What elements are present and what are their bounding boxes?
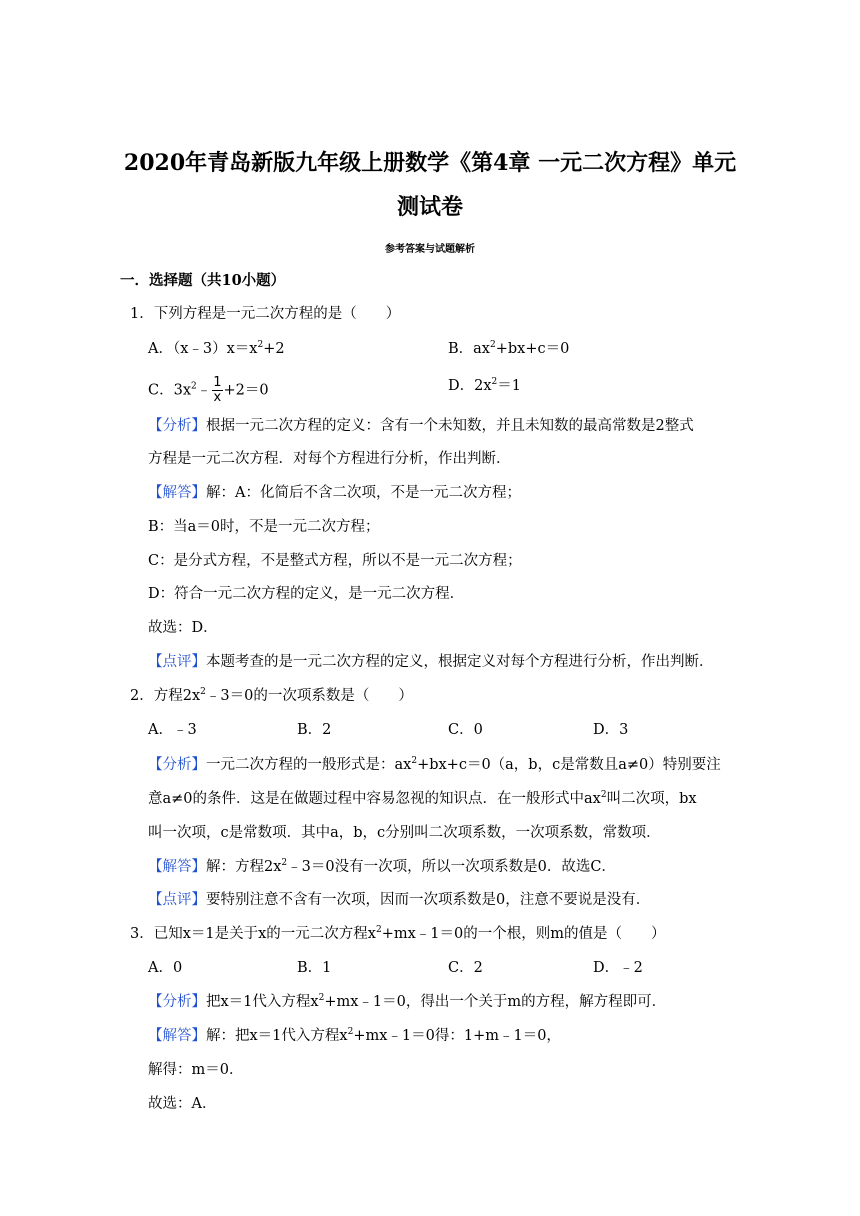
q1-option-c: C．$3x^2﹣$ $\frac{1}{x}$ +2＝0 xyxy=(148,375,269,405)
q3-solution-line1: 【解答】解：把x＝1代入方程$x^2+mx﹣1=0$得：1+m﹣1＝0， xyxy=(148,1027,561,1044)
analysis-tag: 【分析】 xyxy=(148,418,206,434)
q2-analysis-line1: 【分析】一元二次方程的一般形式是：$ax^2+bx+c=0(a$，b，c是常数且a≠0）特别要注 xyxy=(148,756,721,773)
q2-comment: 【点评】要特别注意不含有一次项，因而一次项系数是0，注意不要说是没有． xyxy=(148,892,651,908)
fraction: $\frac{1}{x}$ xyxy=(213,375,222,405)
q1-comment: 【点评】本题考查的是一元二次方程的定义，根据定义对每个方程进行分析，作出判断． xyxy=(148,654,714,670)
solution-tag: 【解答】 xyxy=(148,1028,206,1044)
q3-solution-line3: 故选：A． xyxy=(148,1096,217,1112)
q3-analysis: 【分析】把x＝1代入方程$x^2+mx﹣1=0$，得出一个关于m的方程，解方程即可． xyxy=(148,993,667,1010)
q1-option-b: B．$ax^2+bx+c=0$ xyxy=(448,340,570,357)
q1-option-d: D．$2x^2=1$ xyxy=(448,377,521,394)
q1-solution-line4: D：符合一元二次方程的定义，是一元二次方程． xyxy=(148,586,465,602)
q2-option-b: B．2 xyxy=(297,722,332,738)
q1-stem: 1．下列方程是一元二次方程的是（ ） xyxy=(130,306,401,322)
q3-option-b: B．1 xyxy=(297,960,332,976)
section-heading: 一．选择题（共10小题） xyxy=(120,272,286,289)
q2-stem: 2．方程$2x^2﹣3=0$的一次项系数是（ ） xyxy=(130,687,413,704)
q1-solution-line2: B：当a＝0时，不是一元二次方程； xyxy=(148,519,380,535)
q2-solution: 【解答】解：方程$2x^2﹣3=0$没有一次项，所以一次项系数是0．故选C． xyxy=(148,858,616,875)
q1-option-a: A．$(x﹣3)x=x^2+2$ xyxy=(148,340,285,357)
q2-option-a: A．﹣3 xyxy=(148,722,197,738)
solution-tag: 【解答】 xyxy=(148,485,206,501)
doc-title-line1: 2020年青岛新版九年级上册数学《第4章 一元二次方程》单元 xyxy=(123,150,737,176)
doc-title-line2: 测试卷 xyxy=(396,194,463,220)
q2-option-c: C．0 xyxy=(448,722,483,738)
q2-analysis-line3: 叫一次项，c是常数项．其中a，b，c分别叫二次项系数，一次项系数，常数项． xyxy=(148,825,661,841)
q3-option-c: C．2 xyxy=(448,960,483,976)
q3-solution-line2: 解得：m＝0． xyxy=(148,1062,244,1078)
q1-analysis-line2: 方程是一元二次方程．对每个方程进行分析，作出判断． xyxy=(148,451,511,467)
solution-tag: 【解答】 xyxy=(148,859,206,875)
q1-solution-line1: 【解答】解：A：化简后不含二次项，不是一元二次方程； xyxy=(148,485,521,501)
q3-stem: 3．已知x＝1是关于x的一元二次方程$x^2+mx﹣1=0$的一个根，则m的值是（ ） xyxy=(130,925,666,942)
q1-analysis-line1: 【分析】根据一元二次方程的定义：含有一个未知数，并且未知数的最高常数是2整式 xyxy=(148,418,694,434)
analysis-tag: 【分析】 xyxy=(148,757,206,773)
doc-subtitle: 参考答案与试题解析 xyxy=(385,244,475,255)
q1-solution-line3: C：是分式方程，不是整式方程，所以不是一元二次方程； xyxy=(148,553,522,569)
q2-option-d: D．3 xyxy=(593,722,629,738)
q3-option-d: D．﹣2 xyxy=(593,960,643,976)
q2-analysis-line2: 意a≠0的条件．这是在做题过程中容易忽视的知识点．在一般形式中$ax^2$叫二次项，bx xyxy=(148,790,697,807)
analysis-tag: 【分析】 xyxy=(148,994,206,1010)
comment-tag: 【点评】 xyxy=(148,654,206,670)
comment-tag: 【点评】 xyxy=(148,892,206,908)
q3-option-a: A．0 xyxy=(148,960,183,976)
q1-solution-line5: 故选：D． xyxy=(148,620,218,636)
